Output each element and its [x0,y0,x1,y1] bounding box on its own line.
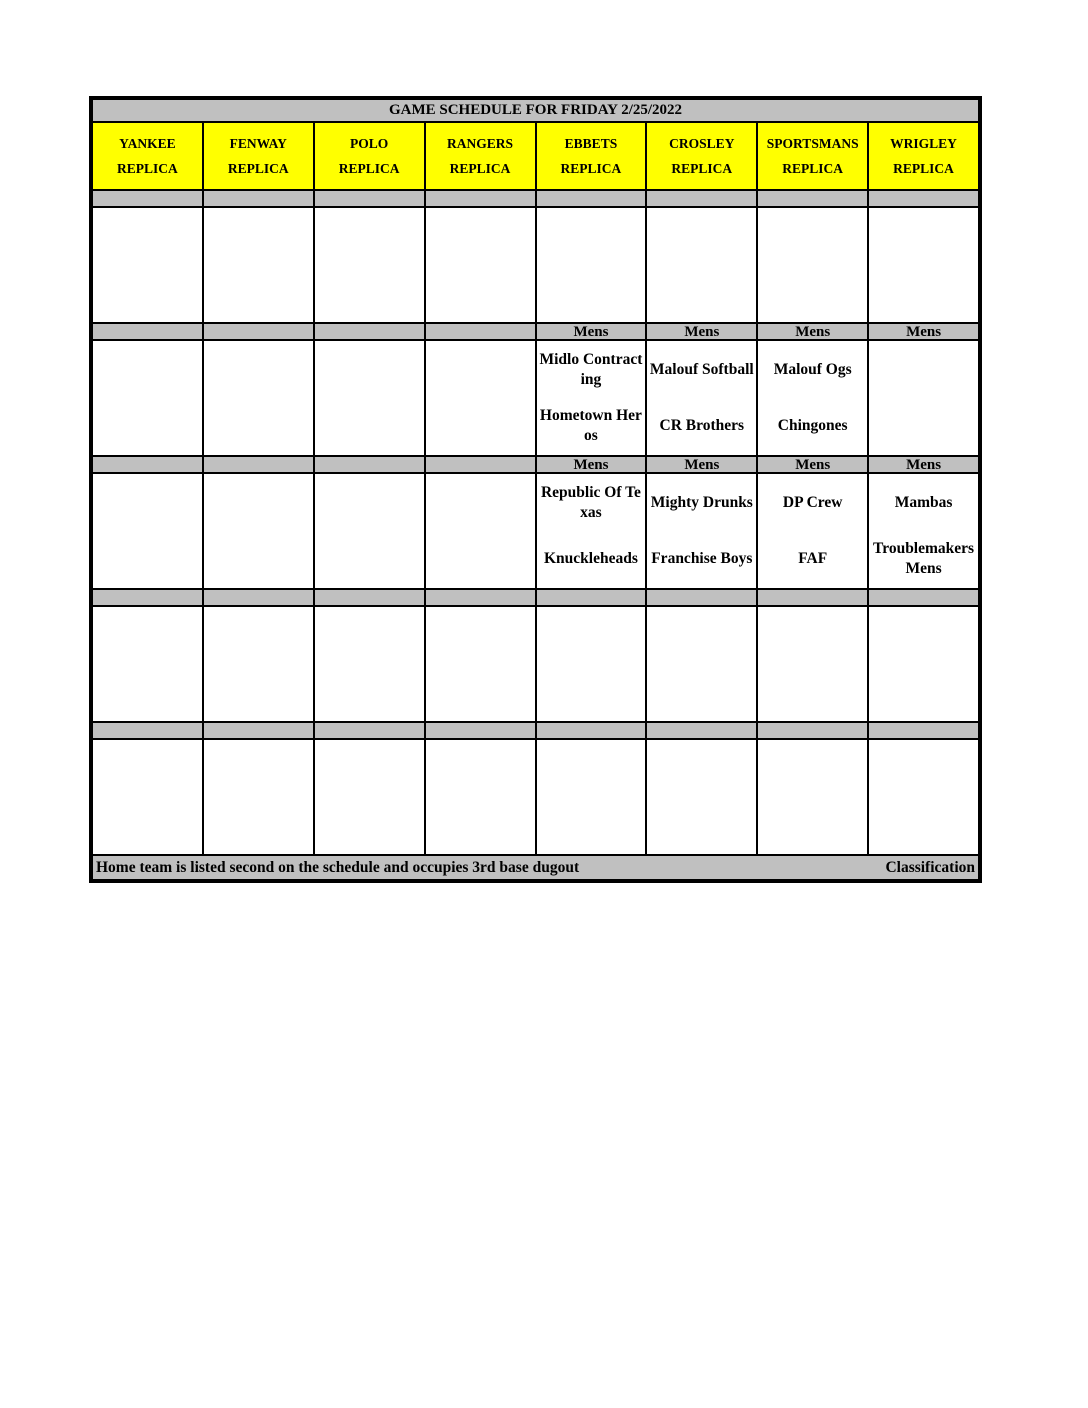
matchup [94,741,201,853]
game-cell [203,340,314,456]
game-cell [868,473,979,589]
game-cell [868,606,979,722]
home-team [870,265,977,321]
classification-cell [314,722,425,739]
classification-cell [536,589,647,606]
classification-cell [757,323,868,340]
home-team: Chingones [777,417,848,434]
matchup [427,608,534,720]
game-row [92,340,979,456]
field-header [536,122,647,190]
classification-cell [757,456,868,473]
away-team: Mighty Drunks [650,494,753,511]
matchup [870,608,977,720]
home-team [316,265,423,321]
game-cell [425,473,536,589]
field-type: REPLICA [671,161,733,176]
away-team [427,342,534,398]
game-cell [536,340,647,456]
field-name: WRIGLEY [890,136,957,151]
home-team [759,797,866,853]
away-team: Republic Of Texas [540,484,641,521]
game-cell [314,606,425,722]
classification-cell [646,323,757,340]
away-team [205,741,312,797]
game-cell [203,739,314,855]
classification-cell [757,190,868,207]
home-team: CR Brothers [659,417,745,434]
matchup [870,475,977,587]
home-team [427,398,534,454]
classification-cell [425,190,536,207]
away-team: Midlo Contracting [539,351,643,388]
away-team [648,608,755,664]
classification-cell [203,589,314,606]
home-team [648,265,755,321]
classification-cell [868,456,979,473]
matchup [870,342,977,454]
home-team: Troublemakers Mens [873,540,975,577]
away-team [94,209,201,265]
away-team [427,475,534,531]
home-team [538,265,645,321]
matchup [759,608,866,720]
matchup [648,475,755,587]
field-type: REPLICA [227,161,289,176]
classification-cell [646,589,757,606]
matchup [538,475,645,587]
game-cell [868,739,979,855]
home-team [205,664,312,720]
matchup [759,342,866,454]
classification-cell [425,323,536,340]
game-cell [646,207,757,323]
matchup [205,342,312,454]
game-cell [757,606,868,722]
away-team: Mambas [894,494,953,511]
matchup [648,209,755,321]
game-cell [868,207,979,323]
home-team [870,797,977,853]
home-team [427,797,534,853]
field-type: REPLICA [560,161,622,176]
game-cell [425,207,536,323]
home-team [94,797,201,853]
away-team [205,475,312,531]
game-cell [757,473,868,589]
schedule-title: GAME SCHEDULE FOR FRIDAY 2/25/2022 [92,99,979,122]
away-team: DP Crew [782,494,843,511]
matchup [205,475,312,587]
game-cell [425,340,536,456]
game-cell [868,340,979,456]
game-cell [425,739,536,855]
game-cell [203,207,314,323]
classification-cell [646,190,757,207]
matchup [538,741,645,853]
matchup [316,741,423,853]
matchup [538,608,645,720]
matchup [316,608,423,720]
away-team [316,342,423,398]
game-cell [203,606,314,722]
classification-label: Mens [573,324,609,340]
home-team [205,398,312,454]
footer-row [92,855,979,880]
matchup [538,209,645,321]
home-team [205,531,312,587]
game-cell [646,340,757,456]
classification-cell [425,456,536,473]
away-team [94,608,201,664]
matchup [94,209,201,321]
classification-cell [92,722,203,739]
classification-row [92,722,979,739]
away-team [870,342,977,398]
matchup [205,608,312,720]
field-header [425,122,536,190]
field-name: EBBETS [564,136,618,151]
classification-row [92,456,979,473]
away-team [316,209,423,265]
classification-cell [868,722,979,739]
classification-cell [203,456,314,473]
home-team [427,531,534,587]
home-team [427,664,534,720]
classification-cell [425,722,536,739]
home-team [205,265,312,321]
field-name: FENWAY [229,136,287,151]
classification-cell [757,589,868,606]
home-team [759,664,866,720]
matchup [759,209,866,321]
game-cell [314,340,425,456]
game-cell [646,739,757,855]
game-cell [314,207,425,323]
matchup [316,342,423,454]
field-type: REPLICA [782,161,844,176]
home-team [205,797,312,853]
away-team [759,608,866,664]
matchup [870,741,977,853]
classification-label: Mens [684,457,720,473]
game-row [92,739,979,855]
classification-label: Mens [573,457,609,473]
away-team: Malouf Ogs [773,361,852,378]
matchup [427,475,534,587]
classification-cell [425,589,536,606]
away-team [427,209,534,265]
field-type: REPLICA [449,161,511,176]
classification-cell [314,456,425,473]
home-team [538,664,645,720]
classification-cell [203,190,314,207]
away-team [759,209,866,265]
field-type: REPLICA [117,161,178,176]
footer-content [93,858,978,878]
classification-label: Mens [795,457,831,473]
away-team [94,741,201,797]
home-team [316,398,423,454]
game-cell [314,473,425,589]
away-team [538,741,645,797]
away-team [205,342,312,398]
matchup [870,209,977,321]
game-cell [92,340,203,456]
schedule-sheet [89,96,982,883]
away-team [205,209,312,265]
game-cell [646,473,757,589]
game-row [92,606,979,722]
classification-cell [646,456,757,473]
game-cell [92,473,203,589]
classification-cell [868,323,979,340]
game-cell [536,739,647,855]
matchup [759,475,866,587]
field-header [868,122,979,190]
away-team [648,209,755,265]
away-team [870,209,977,265]
home-team [94,398,201,454]
away-team [427,608,534,664]
field-name: CROSLEY [669,136,735,151]
classification-cell [868,589,979,606]
home-team: Hometown Heros [539,407,642,444]
matchup [759,741,866,853]
home-team [94,531,201,587]
away-team [94,342,201,398]
game-row [92,473,979,589]
away-team [316,741,423,797]
home-team [427,265,534,321]
field-name: POLO [350,136,389,151]
home-team: Franchise Boys [651,550,753,567]
matchup [427,209,534,321]
classification-cell [868,190,979,207]
classification-cell [92,190,203,207]
game-cell [92,606,203,722]
classification-cell [314,589,425,606]
classification-cell [92,589,203,606]
away-team [759,741,866,797]
game-cell [314,739,425,855]
game-cell [757,207,868,323]
schedule-table [91,98,980,881]
matchup [94,608,201,720]
classification-cell [536,456,647,473]
home-team [870,664,977,720]
classification-row [92,323,979,340]
matchup [648,741,755,853]
classification-cell [203,722,314,739]
home-team [870,398,977,454]
matchup [205,741,312,853]
field-header [203,122,314,190]
away-team [870,608,977,664]
away-team [538,608,645,664]
game-cell [757,739,868,855]
field-header [314,122,425,190]
game-cell [757,340,868,456]
classification-row [92,589,979,606]
game-cell [536,207,647,323]
home-team [648,664,755,720]
matchup [94,475,201,587]
field-name: RANGERS [447,136,514,151]
matchup [648,342,755,454]
classification-cell [203,323,314,340]
game-cell [646,606,757,722]
matchup [427,342,534,454]
home-team [94,664,201,720]
classification-label: Mens [906,457,942,473]
footer-cell [92,855,979,880]
matchup [648,608,755,720]
classification-label: Mens [795,324,831,340]
matchup [538,342,645,454]
away-team [427,741,534,797]
field-header-row [92,122,979,190]
game-cell [92,207,203,323]
classification-cell [536,190,647,207]
field-type: REPLICA [338,161,400,176]
away-team [648,741,755,797]
away-team [316,475,423,531]
home-team: FAF [798,550,828,567]
home-team [316,797,423,853]
classification-cell [646,722,757,739]
classification-cell [314,323,425,340]
matchup [205,209,312,321]
home-team [648,797,755,853]
classification-label: Mens [906,324,942,340]
title-row [92,99,979,122]
away-team [316,608,423,664]
game-cell [536,473,647,589]
footer-note: Home team is listed second on the schedule and occupies 3rd base dugout [96,858,580,876]
home-team [759,265,866,321]
classification-legend: Classification [885,858,975,876]
classification-cell [536,323,647,340]
classification-cell [92,456,203,473]
classification-row [92,190,979,207]
matchup [316,209,423,321]
classification-cell [92,323,203,340]
classification-cell [314,190,425,207]
home-team: Knuckleheads [543,550,638,567]
classification-cell [536,722,647,739]
classification-label: Mens [684,324,720,340]
game-row [92,207,979,323]
field-header [92,122,203,190]
field-header [757,122,868,190]
field-name: SPORTSMANS [766,136,859,151]
away-team [870,741,977,797]
home-team [538,797,645,853]
away-team: Malouf Softball [649,361,754,378]
field-name: YANKEE [119,136,176,151]
away-team [205,608,312,664]
game-cell [92,739,203,855]
classification-cell [757,722,868,739]
field-header [646,122,757,190]
matchup [316,475,423,587]
home-team [94,265,201,321]
game-cell [203,473,314,589]
field-type: REPLICA [893,161,954,176]
matchup [427,741,534,853]
away-team [94,475,201,531]
game-cell [425,606,536,722]
home-team [316,531,423,587]
away-team [538,209,645,265]
matchup [94,342,201,454]
game-cell [536,606,647,722]
home-team [316,664,423,720]
